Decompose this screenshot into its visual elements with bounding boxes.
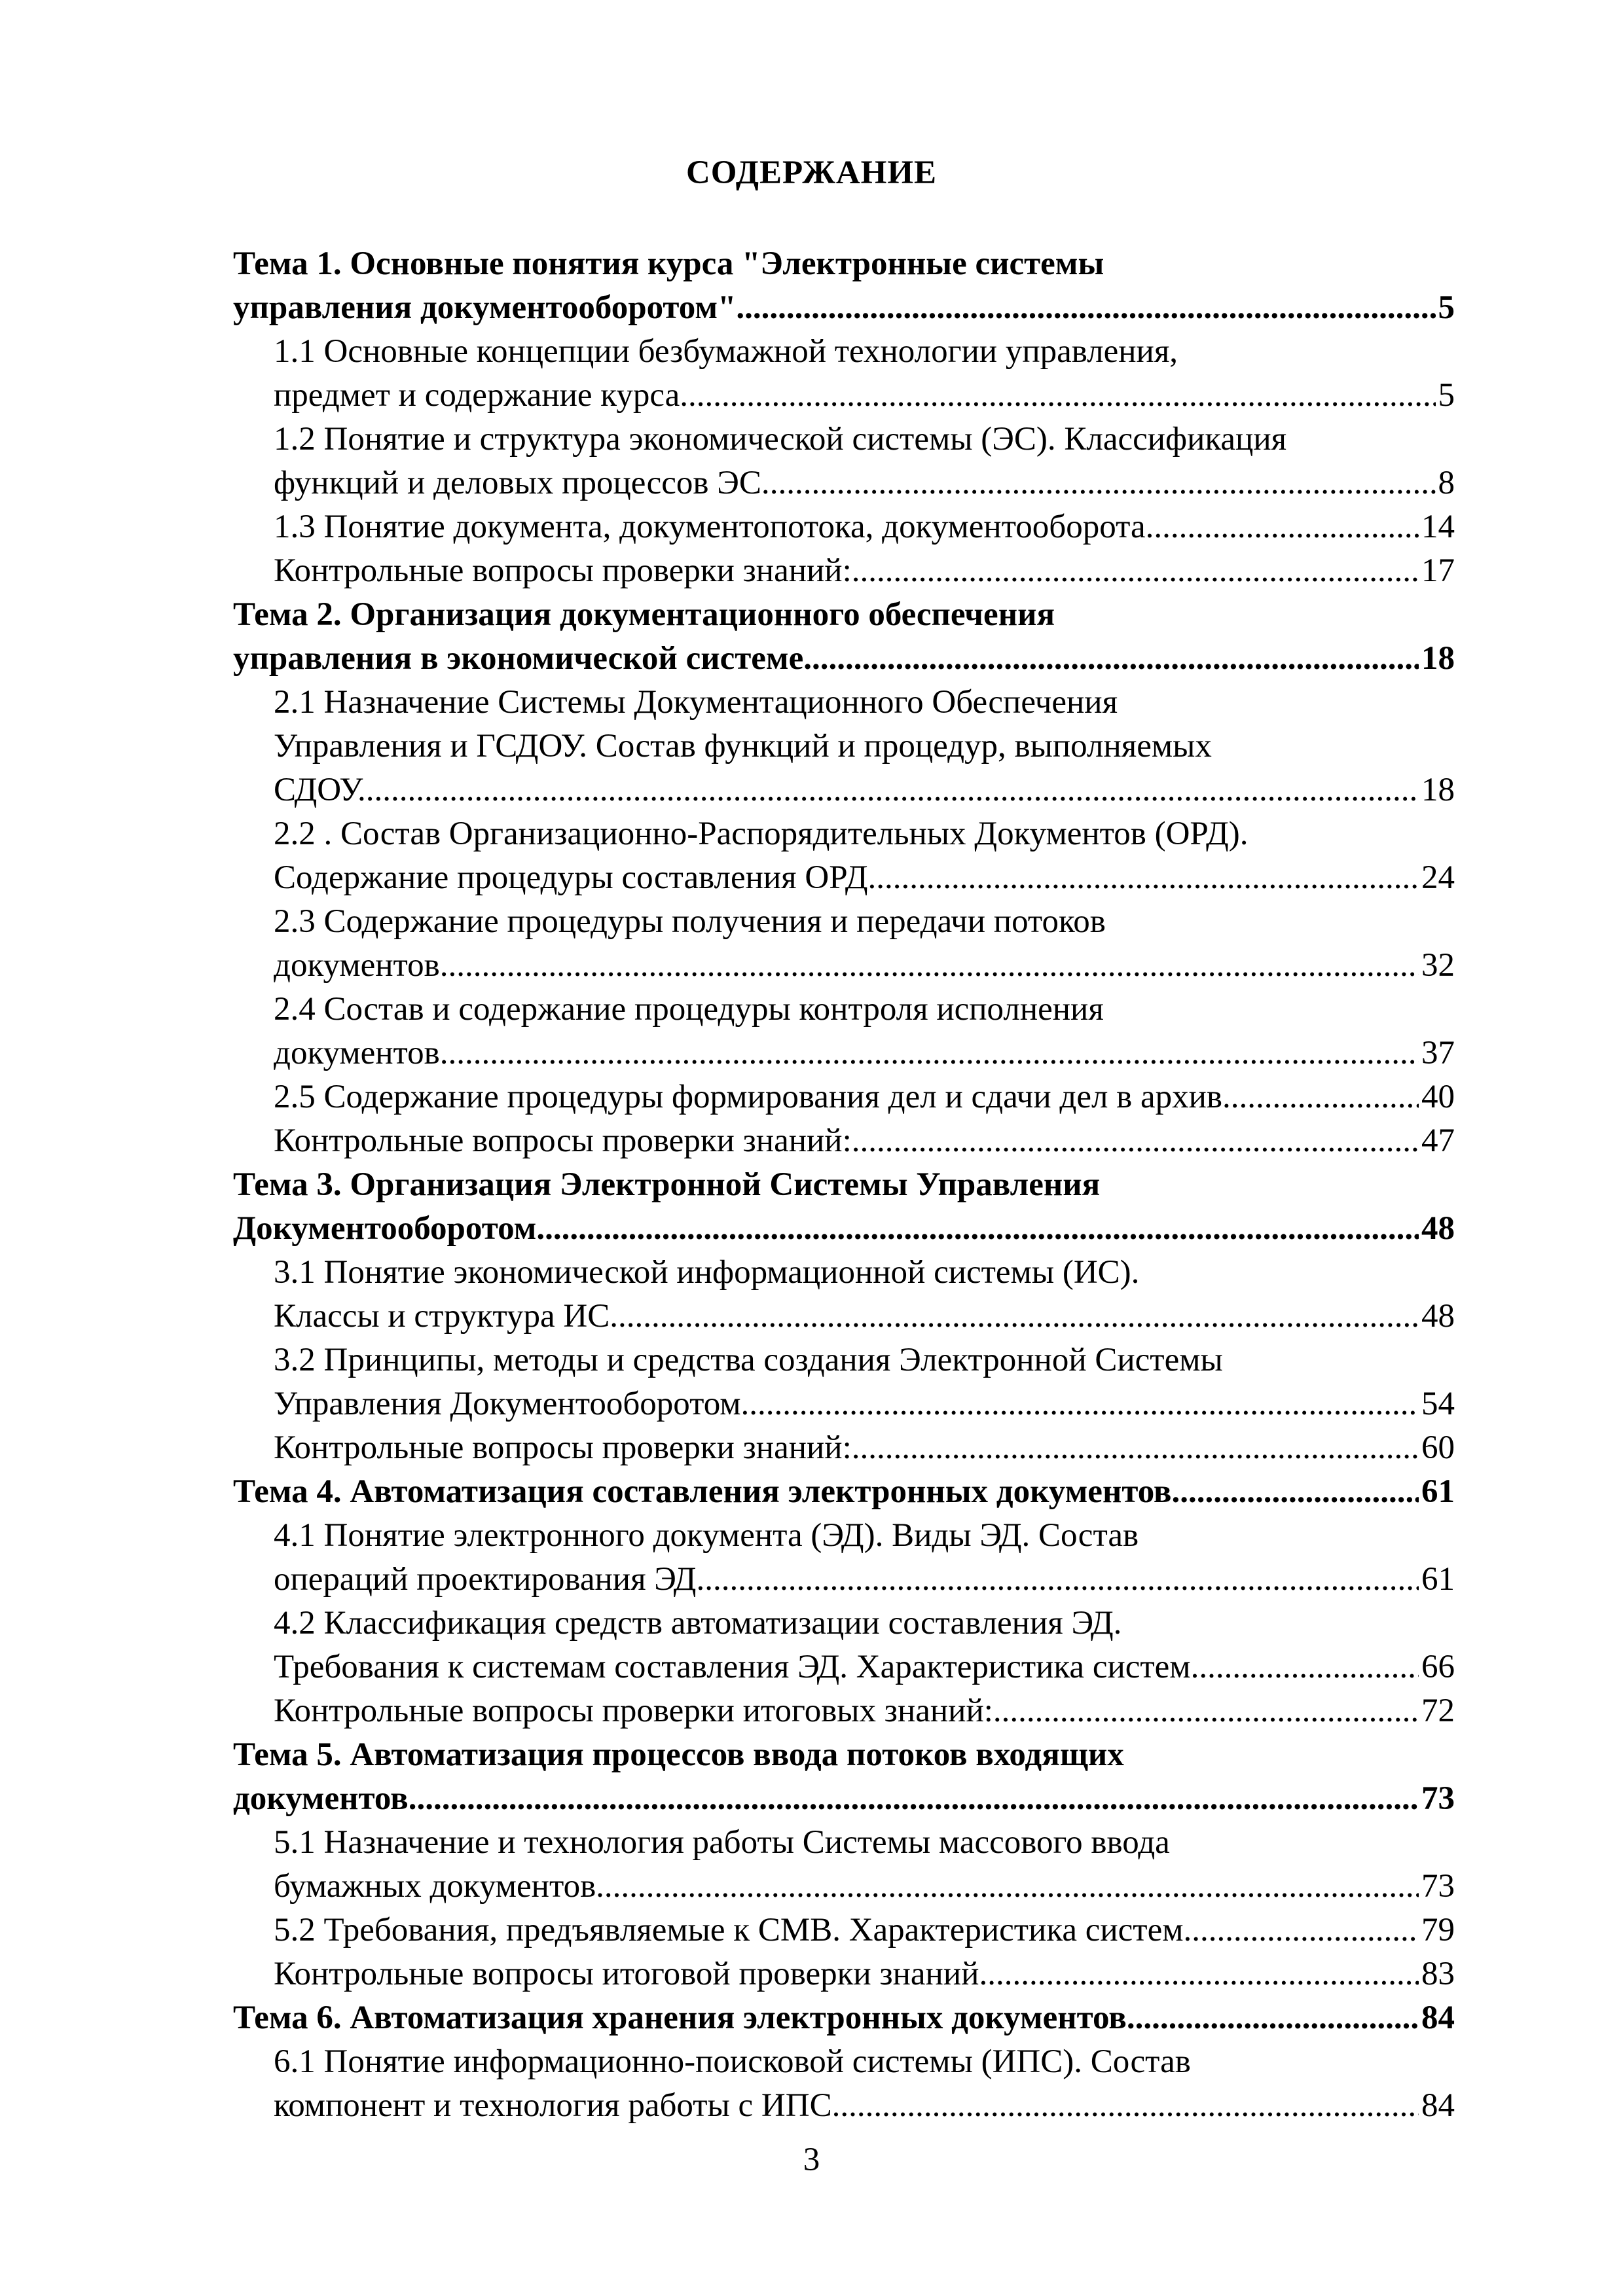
dot-leader: [448, 944, 1419, 988]
dot-leader: [604, 1865, 1419, 1909]
toc-entry-text: 2.2 . Состав Организационно-Распорядительных Документов (ОРД).: [274, 816, 1249, 852]
toc-entry-text: Содержание процедуры составления ОРД.: [274, 859, 877, 896]
toc-entry-text: компонент и технология работы с ИПС.: [274, 2087, 841, 2124]
toc-entry-text: 2.3 Содержание процедуры получения и передачи потоков: [274, 903, 1106, 940]
toc-subsection-entry[interactable]: [233, 900, 1455, 988]
dot-leader: [704, 1558, 1419, 1602]
toc-subsection-entry[interactable]: [233, 330, 1455, 418]
toc-page-number: 47: [1421, 1122, 1455, 1159]
toc-subsection-entry[interactable]: [233, 988, 1455, 1075]
toc-entry-text: функций и деловых процессов ЭС.: [274, 465, 770, 501]
dot-leader: [366, 768, 1419, 812]
toc-page-number: 8: [1438, 465, 1455, 501]
toc-page-number: 18: [1421, 640, 1455, 677]
toc-page-number: 79: [1421, 1912, 1455, 1948]
toc-page-number: 14: [1421, 509, 1455, 545]
dot-leader: [448, 1031, 1419, 1075]
dot-leader: [852, 1426, 1419, 1470]
dot-leader: [1192, 1909, 1419, 1952]
dot-leader: [770, 461, 1436, 505]
toc-entry-text: 4.1 Понятие электронного документа (ЭД). Виды ЭД. Состав: [274, 1517, 1139, 1554]
toc-entry-line: [274, 1119, 1455, 1163]
toc-entry-line: [274, 856, 1455, 900]
toc-entry-text: документов: [233, 1780, 409, 1817]
toc-entry-line: [274, 681, 1455, 725]
toc-page-number: 60: [1421, 1429, 1455, 1466]
toc-subsection-entry[interactable]: [233, 2040, 1455, 2128]
toc-entry-text: операций проектирования ЭД.: [274, 1561, 705, 1598]
toc-subsection-entry[interactable]: [233, 418, 1455, 505]
page-title: СОДЕРЖАНИЕ: [685, 154, 938, 191]
toc-entry-line: [274, 2040, 1455, 2084]
dot-leader: [536, 1207, 1419, 1251]
toc-page-number: 5: [1438, 289, 1455, 326]
toc-entry-line: [233, 1470, 1455, 1514]
toc-entry-line: [274, 330, 1455, 374]
toc-entry-line: [274, 1865, 1455, 1909]
toc-entry-line: [274, 549, 1455, 593]
toc-entry-line: [274, 1031, 1455, 1075]
toc-entry-text: предмет и содержание курса.: [274, 377, 688, 414]
table-of-contents: [233, 242, 1455, 2128]
toc-entry-text: Тема 5. Автоматизация процессов ввода потоков входящих: [233, 1736, 1124, 1773]
toc-entry-text: Требования к системам составления ЭД. Характеристика систем.: [274, 1649, 1199, 1685]
toc-entry-line: [274, 944, 1455, 988]
toc-topic-entry[interactable]: [233, 593, 1455, 681]
toc-entry-text: Классы и структура ИС.: [274, 1298, 619, 1335]
toc-entry-line: [274, 461, 1455, 505]
dot-leader: [852, 549, 1419, 593]
dot-leader: [993, 1689, 1419, 1733]
toc-entry-text: Тема 2. Организация документационного обеспечения: [233, 596, 1055, 633]
toc-entry-line: [233, 637, 1455, 681]
toc-subsection-entry[interactable]: [233, 505, 1455, 549]
dot-leader: [852, 1119, 1419, 1163]
toc-topic-entry[interactable]: [233, 1470, 1455, 1514]
toc-entry-line: [274, 768, 1455, 812]
toc-topic-entry[interactable]: [233, 1733, 1455, 1821]
toc-entry-text: 1.2 Понятие и структура экономической системы (ЭС). Классификация: [274, 421, 1287, 457]
toc-entry-line: [233, 1163, 1455, 1207]
dot-leader: [744, 286, 1435, 330]
toc-subsection-entry[interactable]: [233, 1689, 1455, 1733]
toc-page-number: 61: [1421, 1561, 1455, 1598]
toc-entry-line: [233, 1733, 1455, 1777]
toc-entry-line: [233, 286, 1455, 330]
toc-page-number: 66: [1421, 1649, 1455, 1685]
toc-entry-line: [233, 1207, 1455, 1251]
dot-leader: [1222, 1075, 1419, 1119]
toc-entry-line: [274, 812, 1455, 856]
toc-entry-line: [274, 988, 1455, 1031]
toc-entry-line: [233, 242, 1455, 286]
toc-entry-text: 3.2 Принципы, методы и средства создания Электронной Системы: [274, 1342, 1223, 1378]
dot-leader: [979, 1952, 1419, 1996]
toc-page-number: 84: [1421, 2087, 1455, 2124]
toc-entry-text: 2.4 Состав и содержание процедуры контроля исполнения: [274, 991, 1104, 1028]
toc-subsection-entry[interactable]: [233, 1426, 1455, 1470]
toc-entry-line: [274, 1909, 1455, 1952]
toc-page-number: 17: [1421, 552, 1455, 589]
toc-page-number: 5: [1438, 377, 1455, 414]
toc-entry-line: [274, 1821, 1455, 1865]
toc-subsection-entry[interactable]: [233, 1075, 1455, 1119]
toc-page-number: 83: [1421, 1956, 1455, 1992]
toc-entry-line: [274, 1952, 1455, 1996]
toc-entry-text: 2.5 Содержание процедуры формирования дел и сдачи дел в архив: [274, 1079, 1222, 1115]
dot-leader: [618, 1295, 1419, 1338]
toc-entry-line: [274, 1426, 1455, 1470]
toc-entry-text: 1.3 Понятие документа, документопотока, документооборота: [274, 509, 1146, 545]
toc-subsection-entry[interactable]: [233, 549, 1455, 593]
dot-leader: [803, 637, 1419, 681]
toc-entry-line: [233, 1996, 1455, 2040]
toc-page-number: 40: [1421, 1079, 1455, 1115]
dot-leader: [409, 1777, 1419, 1821]
toc-entry-line: [274, 1075, 1455, 1119]
toc-entry-text: 5.2 Требования, предъявляемые к СМВ. Характеристика систем.: [274, 1912, 1192, 1948]
toc-entry-line: [233, 1777, 1455, 1821]
toc-entry-line: [274, 1645, 1455, 1689]
toc-subsection-entry[interactable]: [233, 1909, 1455, 1952]
toc-entry-line: [274, 1338, 1455, 1382]
toc-page-number: 18: [1421, 772, 1455, 808]
toc-page-number: 84: [1421, 2000, 1455, 2036]
toc-entry-line: [274, 1251, 1455, 1295]
toc-subsection-entry[interactable]: [233, 1821, 1455, 1909]
toc-entry-line: [274, 900, 1455, 944]
toc-entry-text: Контрольные вопросы проверки знаний:: [274, 1122, 852, 1159]
dot-leader: [741, 1382, 1419, 1426]
toc-entry-text: управления в экономической системе: [233, 640, 804, 677]
dot-leader: [876, 856, 1419, 900]
toc-entry-text: Тема 6. Автоматизация хранения электронных документов: [233, 2000, 1127, 2036]
toc-entry-line: [233, 593, 1455, 637]
toc-entry-text: Управления и ГСДОУ. Состав функций и процедур, выполняемых: [274, 728, 1212, 764]
toc-entry-text: 4.2 Классификация средств автоматизации составления ЭД.: [274, 1605, 1122, 1641]
dot-leader: [1171, 1470, 1419, 1514]
toc-page-number: 37: [1421, 1035, 1455, 1071]
toc-page-number: 48: [1421, 1210, 1455, 1247]
toc-topic-entry[interactable]: [233, 1163, 1455, 1251]
toc-subsection-entry[interactable]: [233, 1119, 1455, 1163]
toc-entry-line: [274, 1602, 1455, 1645]
toc-page-number: 73: [1421, 1868, 1455, 1905]
toc-entry-line: [274, 505, 1455, 549]
toc-entry-text: Контрольные вопросы проверки итоговых знаний:: [274, 1693, 993, 1729]
dot-leader: [1146, 505, 1419, 549]
dot-leader: [688, 374, 1436, 418]
toc-entry-text: Контрольные вопросы проверки знаний:: [274, 1429, 852, 1466]
dot-leader: [1199, 1645, 1419, 1689]
toc-entry-line: [274, 1689, 1455, 1733]
toc-entry-text: Тема 4. Автоматизация составления электронных документов: [233, 1473, 1172, 1510]
toc-entry-line: [274, 1558, 1455, 1602]
toc-entry-text: Тема 1. Основные понятия курса "Электронные системы: [233, 245, 1104, 282]
toc-entry-text: Контрольные вопросы проверки знаний:: [274, 552, 852, 589]
toc-page-number: 61: [1421, 1473, 1455, 1510]
toc-page-number: 48: [1421, 1298, 1455, 1335]
toc-entry-text: 5.1 Назначение и технология работы Системы массового ввода: [274, 1824, 1170, 1861]
toc-topic-entry[interactable]: [233, 1996, 1455, 2040]
toc-entry-text: Документооборотом: [233, 1210, 537, 1247]
toc-page-number: 24: [1421, 859, 1455, 896]
toc-entry-line: [274, 374, 1455, 418]
toc-subsection-entry[interactable]: [233, 681, 1455, 812]
toc-page-number: 72: [1421, 1693, 1455, 1729]
toc-topic-entry[interactable]: [233, 242, 1455, 330]
toc-entry-text: бумажных документов.: [274, 1868, 604, 1905]
toc-entry-line: [274, 725, 1455, 768]
toc-page-number: 32: [1421, 947, 1455, 984]
toc-entry-line: [274, 418, 1455, 461]
toc-entry-text: СДОУ.: [274, 772, 366, 808]
dot-leader: [840, 2084, 1419, 2128]
toc-page-number: 54: [1421, 1386, 1455, 1422]
toc-page-number: 73: [1421, 1780, 1455, 1817]
toc-entry-text: 3.1 Понятие экономической информационной системы (ИС).: [274, 1254, 1140, 1291]
toc-entry-line: [274, 2084, 1455, 2128]
toc-entry-text: 1.1 Основные концепции безбумажной технологии управления,: [274, 333, 1178, 370]
toc-subsection-entry[interactable]: [233, 1514, 1455, 1602]
page-number: 3: [803, 2142, 820, 2178]
toc-entry-text: управления документооборотом".: [233, 289, 745, 326]
toc-entry-text: 2.1 Назначение Системы Документационного Обеспечения: [274, 684, 1118, 721]
toc-entry-text: 6.1 Понятие информационно-поисковой системы (ИПС). Состав: [274, 2043, 1191, 2080]
toc-entry-text: документов.: [274, 947, 448, 984]
toc-entry-line: [274, 1295, 1455, 1338]
toc-entry-text: Управления Документооборотом: [274, 1386, 741, 1422]
toc-entry-text: документов.: [274, 1035, 448, 1071]
dot-leader: [1127, 1996, 1419, 2040]
toc-entry-line: [274, 1514, 1455, 1558]
toc-subsection-entry[interactable]: [233, 812, 1455, 900]
toc-entry-text: Контрольные вопросы итоговой проверки знаний: [274, 1956, 979, 1992]
toc-subsection-entry[interactable]: [233, 1338, 1455, 1426]
toc-subsection-entry[interactable]: [233, 1602, 1455, 1689]
toc-subsection-entry[interactable]: [233, 1251, 1455, 1338]
toc-subsection-entry[interactable]: [233, 1952, 1455, 1996]
toc-entry-text: Тема 3. Организация Электронной Системы Управления: [233, 1166, 1101, 1203]
toc-entry-line: [274, 1382, 1455, 1426]
